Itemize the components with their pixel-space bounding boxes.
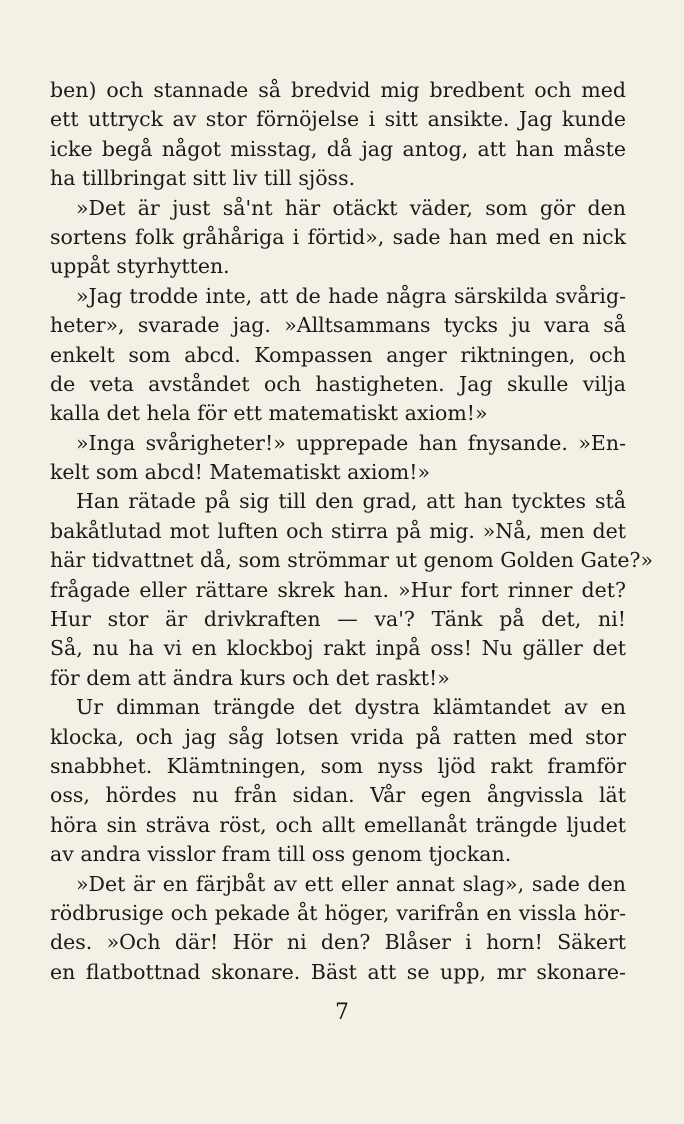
text-line: uppåt styrhytten. <box>50 254 230 279</box>
text-line: snabbhet. Klämtningen, som nyss ljöd rakt framför <box>50 753 626 778</box>
text-line: oss, hördes nu från sidan. Vår egen ångvissla lät <box>50 783 626 808</box>
text-line: enkelt som abcd. Kompassen anger riktningen, och <box>50 342 626 367</box>
text-line: Så, nu ha vi en klockboj rakt inpå oss! Nu gäller det <box>50 636 626 661</box>
text-line: kelt som abcd! Matematiskt axiom!» <box>50 460 431 485</box>
text-line: ha tillbringat sitt liv till sjöss. <box>50 166 356 191</box>
text-line: för dem att ändra kurs och det raskt!» <box>50 665 450 690</box>
text-line: de veta avståndet och hastigheten. Jag skulle vilja <box>50 371 626 396</box>
text-line: »Inga svårigheter!» upprepade han fnysande. »En- <box>76 430 626 455</box>
text-line: ett uttryck av stor förnöjelse i sitt ansikte. Jag kunde <box>50 107 626 132</box>
text-line: rödbrusige och pekade åt höger, varifrån en vissla hör- <box>50 900 626 925</box>
text-line: Hur stor är drivkraften — va'? Tänk på det, ni! <box>50 607 626 632</box>
text-line: en flatbottnad skonare. Bäst att se upp, mr skonare- <box>50 959 626 984</box>
text-line: heter», svarade jag. »Alltsammans tycks ju vara så <box>50 313 626 338</box>
text-line: av andra visslor fram till oss genom tjockan. <box>50 842 512 867</box>
text-line: »Jag trodde inte, att de hade några särskilda svårig- <box>76 283 626 308</box>
body-text <box>50 76 653 987</box>
text-line: des. »Och där! Hör ni den? Blåser i horn! Säkert <box>50 930 626 955</box>
text-line: kalla det hela för ett matematiskt axiom!» <box>50 401 488 426</box>
text-line: »Det är en färjbåt av ett eller annat slag», sade den <box>76 871 626 896</box>
text-line: här tidvattnet då, som strömmar ut genom Golden Gate?» <box>50 548 653 573</box>
text-line: icke begå något misstag, då jag antog, att han måste <box>50 136 626 161</box>
text-line: »Det är just så'nt här otäckt väder, som gör den <box>76 195 626 220</box>
page-number: 7 <box>335 1000 349 1025</box>
text-line: frågade eller rättare skrek han. »Hur fort rinner det? <box>50 577 626 602</box>
text-line: ben) och stannade så bredvid mig bredbent och med <box>50 78 626 102</box>
text-line: Han rätade på sig till den grad, att han tycktes stå <box>76 489 626 514</box>
text-line: bakåtlutad mot luften och stirra på mig. »Nå, men det <box>50 518 626 543</box>
text-line: klocka, och jag såg lotsen vrida på ratten med stor <box>50 724 626 749</box>
text-line: sortens folk gråhåriga i förtid», sade han med en nick <box>50 224 626 249</box>
text-line: höra sin sträva röst, och allt emellanåt trängde ljudet <box>50 812 626 837</box>
text-line: Ur dimman trängde det dystra klämtandet av en <box>76 695 626 720</box>
